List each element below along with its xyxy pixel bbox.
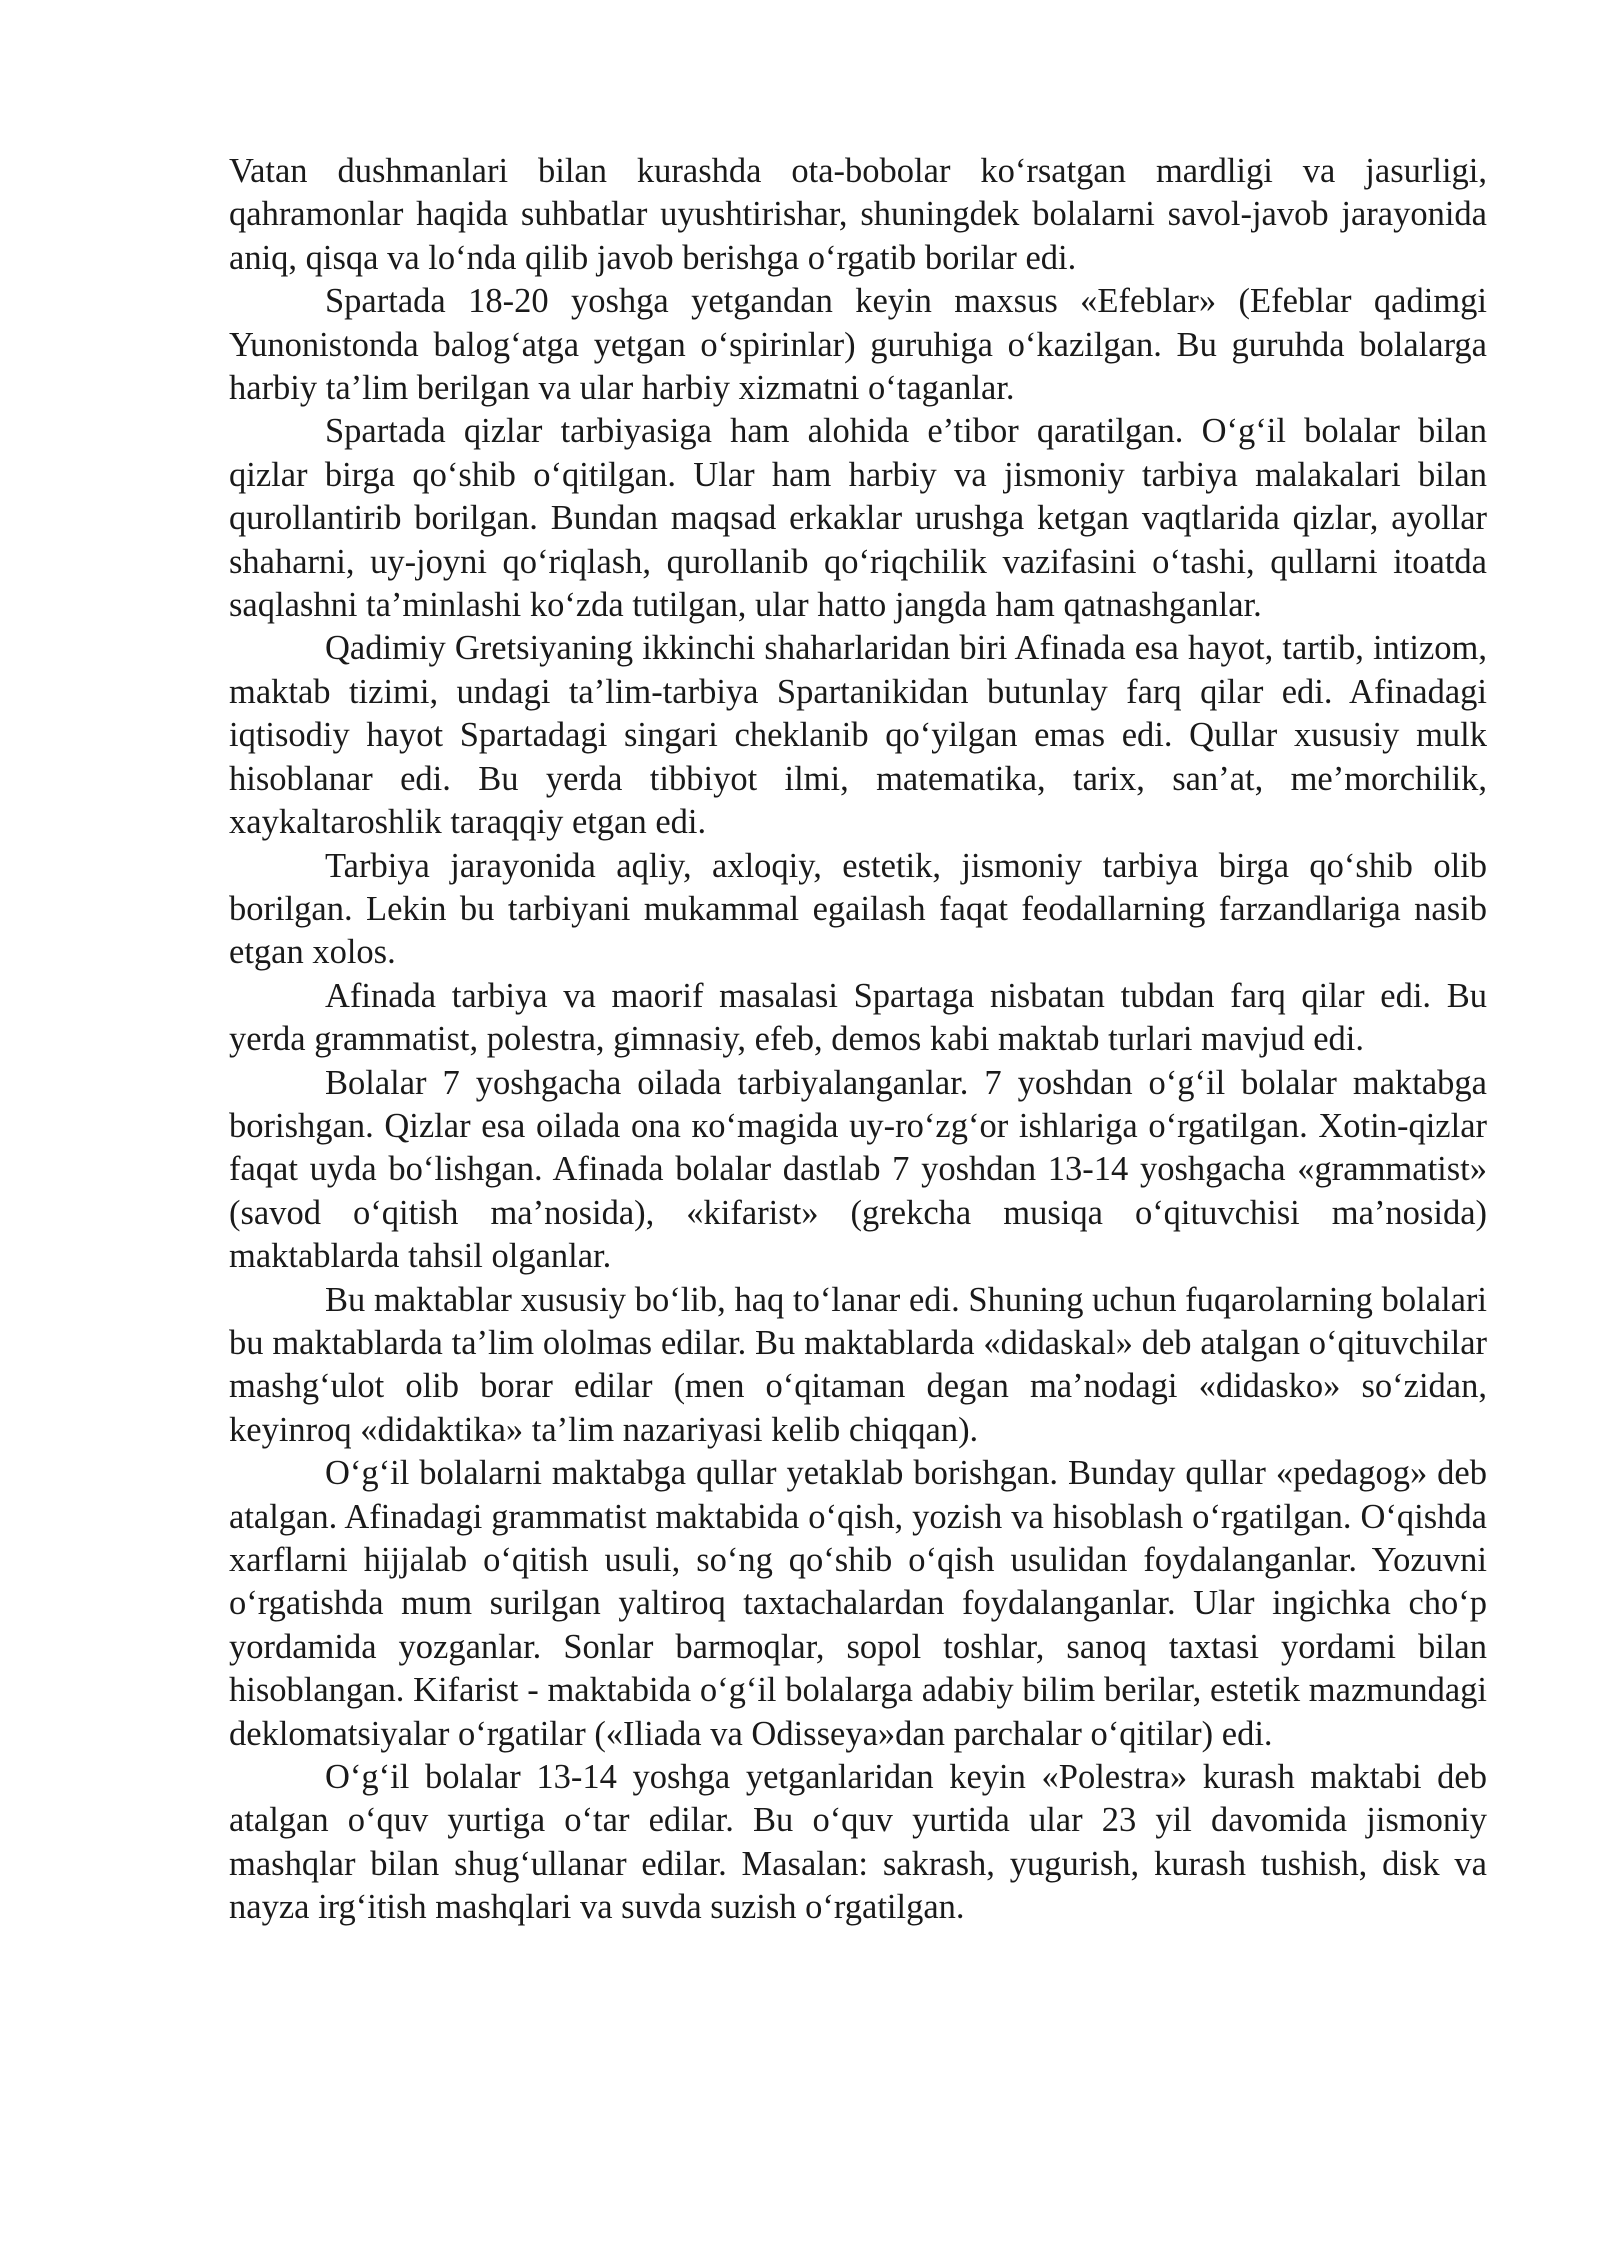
paragraph-4: Qadimiy Gretsiyaning ikkinchi shaharlaridan biri Afinada esa hayot, tartib, intizom, maktab tizimi, undagi ta’lim-tarbiya Spartanikidan butunlay farq qilar edi. Afinadagi iqtisodiy hayot Spartadagi singari cheklanib qo‘yilgan emas edi. Qullar xususiy mulk hisoblanar edi. Bu yerda tibbiyot ilmi, matematika, tarix, san’at, me’morchilik, xaykaltaroshlik taraqqiy etgan edi. <box>229 629 1487 842</box>
paragraph-1: Vatan dushmanlari bilan kurashda ota-bobolar ko‘rsatgan mardligi va jasurligi, qahramonlar haqida suhbatlar uyushtirishar, shuningdek bolalarni savol-javob jarayonida aniq, qisqa va lo‘nda qilib javob berishga o‘rgatib borilar edi. <box>229 152 1487 277</box>
paragraph-3: Spartada qizlar tarbiyasiga ham alohida e’tibor qaratilgan. O‘g‘il bolalar bilan qizlar birga qo‘shib o‘qitilgan. Ular ham harbiy va jismoniy tarbiya malakalari bilan qurollantirib borilgan. Bundan maqsad erkaklar urushga ketgan vaqtlarida qizlar, ayollar shaharni, uy-joyni qo‘riqlash, qurollanib qo‘riqchilik vazifasini o‘tashi, qullarni itoatda saqlashni ta’minlashi ko‘zda tutilgan, ular hatto jangda ham qatnashganlar. <box>229 412 1487 625</box>
paragraph-9: O‘g‘il bolalarni maktabga qullar yetaklab borishgan. Bunday qullar «pedagog» deb atalgan. Afinadagi grammatist maktabida o‘qish, yozish va hisoblash o‘rgatilgan. O‘qishda xarflarni hijjalab o‘qitish usuli, so‘ng qo‘shib o‘qish usulidan foydalanganlar. Yozuvni o‘rgatishda mum surilgan yaltiroq taxtachalardan foydalanganlar. Ular ingichka cho‘p yordamida yozganlar. Sonlar barmoqlar, sopol toshlar, sanoq taxtasi yordami bilan hisoblangan. Kifarist - maktabida o‘g‘il bolalarga adabiy bilim berilar, estetik mazmundagi deklomatsiyalar o‘rgatilar («Iliada va Odisseya»dan parchalar o‘qitilar) edi. <box>229 1454 1487 1753</box>
paragraph-10: O‘g‘il bolalar 13-14 yoshga yetganlaridan keyin «Polestra» kurash maktabi deb atalgan o‘quv yurtiga o‘tar edilar. Bu o‘quv yurtida ular 23 yil davomida jismoniy mashqlar bilan shug‘ullanar edilar. Masalan: sakrash, yugurish, kurash tushish, disk va nayza irg‘itish mashqlari va suvda suzish o‘rgatilgan. <box>229 1758 1487 1927</box>
paragraph-7: Bolalar 7 yoshgacha oilada tarbiyalanganlar. 7 yoshdan o‘g‘il bolalar maktabga borishgan. Qizlar esa oilada ona кo‘magida uy-ro‘zg‘or ishlariga o‘rgatilgan. Xotin-qizlar faqat uyda bo‘lishgan. Afinada bolalar dastlab 7 yoshdan 13-14 yoshgacha «grammatist» (savod o‘qitish ma’nosida), «kifarist» (grekcha musiqa o‘qituvchisi ma’nosida) maktablarda tahsil olganlar. <box>229 1063 1487 1276</box>
paragraph-6: Afinada tarbiya va maorif masalasi Spartaga nisbatan tubdan farq qilar edi. Bu yerda grammatist, polestra, gimnasiy, efeb, demos kabi maktab turlari mavjud edi. <box>229 976 1487 1059</box>
paragraph-8: Bu maktablar xususiy bo‘lib, haq to‘lanar edi. Shuning uchun fuqarolarning bolalari bu maktablarda ta’lim ololmas edilar. Bu maktablarda «didaskal» deb atalgan o‘qituvchilar mashg‘ulot olib borar edilar (men o‘qitaman degan ma’nodagi «didasko» so‘zidan, keyinroq «didaktika» ta’lim nazariyasi kelib chiqqan). <box>229 1280 1487 1449</box>
paragraph-2: Spartada 18-20 yoshga yetgandan keyin maxsus «Efeblar» (Efeblar qadimgi Yunonistonda balog‘atga yetgan o‘spirinlar) guruhiga o‘kazilgan. Bu guruhda bolalarga harbiy ta’lim berilgan va ular harbiy xizmatni o‘taganlar. <box>229 282 1487 408</box>
paragraph-5: Tarbiya jarayonida aqliy, axloqiy, estetik, jismoniy tarbiya birga qo‘shib olib borilgan. Lekin bu tarbiyani mukammal egailash faqat feodallarning farzandlariga nasib etgan xolos. <box>229 846 1487 972</box>
document-page <box>229 150 1487 1930</box>
